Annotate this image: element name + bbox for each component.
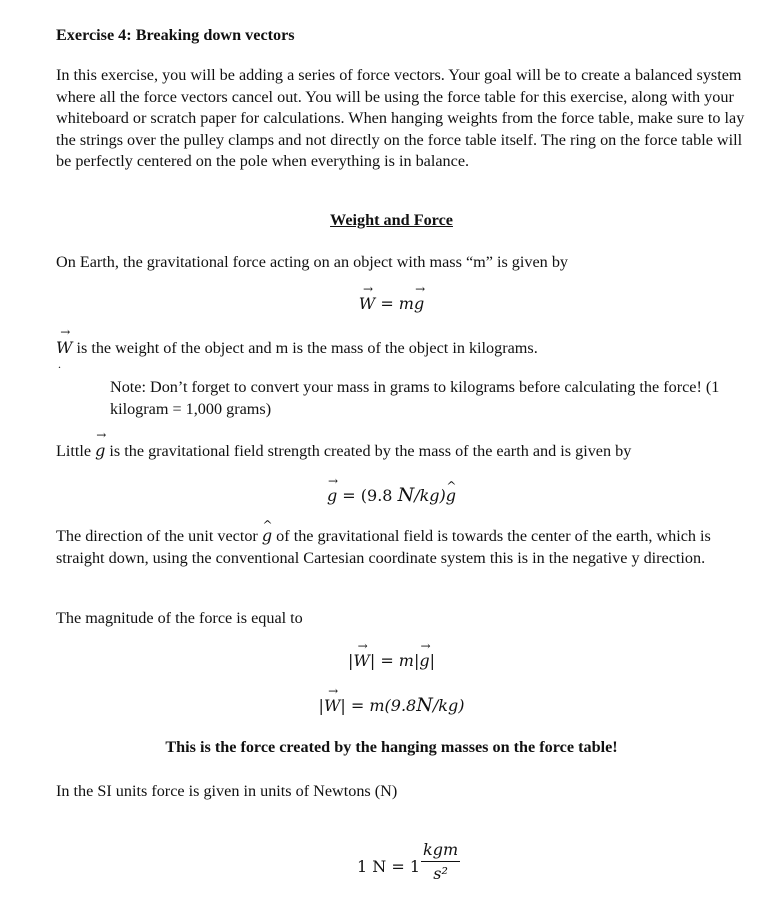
exercise-title: Exercise 4: Breaking down vectors	[56, 26, 295, 44]
g-vector-symbol: → g	[95, 440, 105, 462]
direction-paragraph	[56, 525, 761, 569]
magnitude-equation-1: |→ W| = m|→ g|	[0, 651, 783, 670]
g-units-den: /kg)	[414, 486, 446, 505]
newton-numerator: kgm	[421, 840, 460, 862]
force-units-den: /kg)	[432, 696, 465, 715]
g-units-num: N	[397, 484, 415, 506]
direction-suffix: of the gravitational field is towards the center of the earth, which is straight down, using the conventional Cartesian coordinate system this is in the negative y direction.	[56, 527, 711, 567]
little-g-suffix: is the gravitational field strength created by the mass of the earth and is given by	[109, 442, 632, 460]
si-sentence: In the SI units force is given in units of Newtons (N)	[56, 782, 398, 800]
weight-equation: → W = m→ g	[0, 294, 783, 313]
intro-paragraph: In this exercise, you will be adding a series of force vectors. Your goal will be to create a balanced system where all the force vectors cancel out. You will be using the force table for this exercise, along with your whiteboard or scratch paper for calculations. When hanging weights from the force table, make sure to lay the strings over the pulley clamps and not directly on the force table itself. The ring on the force table will be perfectly centered on the pole when everything is in balance.	[56, 66, 745, 170]
g-hat-symbol: ^ g	[262, 525, 272, 547]
little-g-prefix: Little	[56, 442, 92, 460]
force-value: m(9.8	[369, 696, 417, 715]
bold-statement: This is the force created by the hanging masses on the force table!	[165, 738, 618, 756]
force-units-num: N	[416, 694, 433, 716]
weight-definition-line	[56, 337, 761, 360]
section-heading: Weight and Force	[330, 211, 453, 229]
earth-sentence: On Earth, the gravitational force acting on an object with mass “m” is given by	[56, 253, 569, 271]
little-g-line	[56, 440, 761, 463]
stray-dot: .	[58, 357, 61, 371]
magnitude-equation-2: |→ W| = m(9.8N/kg)	[0, 694, 783, 716]
newton-fraction	[421, 840, 460, 883]
weight-vector-symbol: → W	[56, 337, 72, 359]
g-value: (9.8	[360, 486, 393, 505]
weight-definition: is the weight of the object and m is the mass of the object in kilograms.	[76, 339, 538, 357]
direction-prefix: The direction of the unit vector	[56, 527, 258, 545]
note-text: Note: Don’t forget to convert your mass in grams to kilograms before calculating the force! (1 kilogram = 1,000 grams)	[110, 378, 720, 418]
g-equation: → g = (9.8 N/kg)^ g	[0, 484, 783, 506]
newton-denominator: s²	[433, 864, 448, 883]
magnitude-sentence: The magnitude of the force is equal to	[56, 609, 303, 627]
newton-lhs: 1 N = 1	[357, 857, 421, 876]
